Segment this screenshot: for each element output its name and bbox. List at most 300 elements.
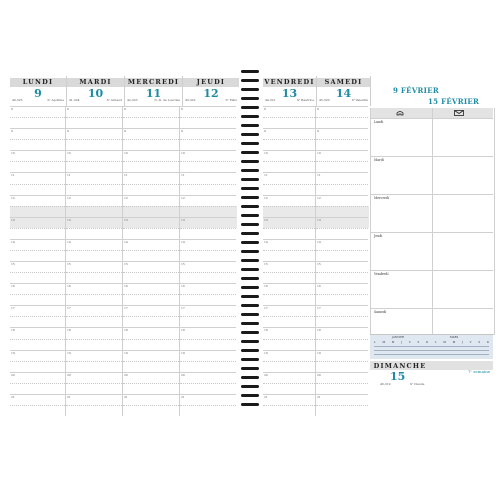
week-box-day-label: Vendredi	[374, 272, 389, 276]
spiral-ring	[241, 142, 259, 145]
hour-rule	[263, 228, 315, 229]
hour-rule	[10, 372, 65, 373]
spiral-ring	[241, 169, 259, 172]
hour-rule	[66, 394, 122, 395]
hour-label: 18	[181, 328, 185, 333]
hour-rule	[123, 383, 179, 384]
hour-label: 8	[124, 107, 126, 111]
hour-rule	[10, 239, 65, 240]
hour-label: 14	[264, 239, 268, 244]
hour-rule	[10, 217, 65, 218]
hour-label: 11	[11, 173, 15, 178]
hour-label: 19	[264, 350, 268, 355]
hour-rule	[316, 117, 368, 118]
hour-rule	[316, 283, 368, 284]
hour-rule	[10, 128, 65, 129]
hour-rule	[66, 283, 122, 284]
hour-rule	[180, 161, 236, 162]
hour-label: 18	[67, 328, 71, 333]
day-column[interactable]	[10, 106, 66, 416]
mini-cal-weekday: L	[434, 341, 437, 344]
hour-rule	[180, 128, 236, 129]
hour-label: 16	[264, 284, 268, 289]
hour-label: 19	[181, 350, 185, 355]
spiral-ring	[241, 331, 259, 334]
hour-rule	[180, 327, 236, 328]
week-number: 7ᵉ semaine	[468, 369, 491, 374]
hour-label: 16	[67, 284, 71, 289]
hour-rule	[123, 339, 179, 340]
saint-name: Sᵉ Apolline	[47, 98, 64, 102]
hour-label: 15	[11, 262, 15, 266]
hour-rule	[263, 217, 315, 218]
day-column[interactable]	[263, 106, 316, 416]
sunday-name: DIMANCHE	[373, 362, 427, 370]
spiral-ring	[241, 151, 259, 154]
hour-rule	[10, 339, 65, 340]
spiral-ring	[241, 205, 259, 208]
hour-rule	[66, 172, 122, 173]
hour-label: 21	[124, 394, 128, 399]
hour-rule	[316, 272, 368, 273]
spiral-ring	[241, 394, 259, 397]
hour-rule	[10, 305, 65, 306]
hour-rule	[263, 195, 315, 196]
hour-rule	[66, 405, 122, 406]
hour-rule	[180, 294, 236, 295]
day-number: 12	[203, 87, 219, 100]
hour-rule	[10, 184, 65, 185]
hour-label: 20	[67, 372, 71, 377]
day-header-friday	[263, 76, 317, 106]
spiral-ring	[241, 286, 259, 289]
day-header-wednesday	[125, 76, 183, 106]
spiral-ring	[241, 304, 259, 307]
day-header-monday	[10, 76, 67, 106]
hour-label: 18	[124, 328, 128, 333]
week-box-row	[370, 270, 493, 271]
hour-rule	[66, 128, 122, 129]
hour-label: 15	[317, 262, 321, 266]
hour-rule	[66, 250, 122, 251]
hour-rule	[123, 184, 179, 185]
hour-rule	[10, 250, 65, 251]
hour-rule	[123, 327, 179, 328]
day-name: MARDI	[79, 78, 112, 86]
mini-cal-weekday: M	[443, 341, 446, 344]
hour-label: 20	[124, 372, 128, 377]
hour-rule	[263, 316, 315, 317]
hour-rule	[263, 184, 315, 185]
hour-rule	[66, 217, 122, 218]
hour-rule	[316, 106, 368, 107]
hour-label: 9	[181, 129, 183, 134]
hour-label: 17	[264, 306, 268, 311]
hour-label: 11	[181, 173, 185, 178]
spiral-ring	[241, 250, 259, 253]
hour-rule	[180, 228, 236, 229]
hour-rule	[180, 372, 236, 373]
hour-rule	[180, 217, 236, 218]
hour-rule	[123, 172, 179, 173]
hour-rule	[316, 128, 368, 129]
mini-cal-rule	[374, 350, 489, 351]
hour-label: 8	[67, 107, 69, 111]
hour-rule	[316, 316, 368, 317]
mini-cal-weekday: V	[469, 341, 472, 344]
hour-rule	[263, 172, 315, 173]
hour-label: 19	[67, 350, 71, 355]
day-column[interactable]	[316, 106, 368, 416]
spiral-ring	[241, 214, 259, 217]
hour-label: 17	[67, 306, 71, 311]
spiral-ring	[241, 295, 259, 298]
hour-rule	[263, 283, 315, 284]
hour-label: 10	[67, 151, 71, 156]
hour-label: 12	[264, 195, 268, 200]
spiral-ring	[241, 367, 259, 370]
hour-rule	[10, 117, 65, 118]
hour-rule	[180, 250, 236, 251]
hour-rule	[66, 339, 122, 340]
hour-rule	[263, 261, 315, 262]
spiral-ring	[241, 187, 259, 190]
hour-rule	[263, 383, 315, 384]
hour-label: 10	[264, 151, 268, 156]
hour-label: 13	[317, 217, 321, 222]
hour-rule	[316, 195, 368, 196]
week-box-row	[370, 118, 493, 119]
saint-name: N.-D. de Lourdes	[154, 98, 180, 102]
hour-label: 16	[181, 284, 185, 289]
hour-rule	[66, 206, 122, 207]
mini-cal-weekdays	[374, 341, 489, 344]
hour-rule	[10, 228, 65, 229]
day-column[interactable]	[66, 106, 123, 416]
hour-label: 20	[181, 372, 185, 377]
hour-rule	[66, 195, 122, 196]
mini-cal-rule	[374, 346, 489, 347]
day-count: 44-321	[265, 98, 276, 102]
hour-rule	[316, 161, 368, 162]
hour-rule	[10, 150, 65, 151]
hour-rule	[123, 361, 179, 362]
spiral-ring	[241, 322, 259, 325]
hour-label: 16	[11, 284, 15, 289]
spiral-ring	[241, 115, 259, 118]
hour-rule	[263, 372, 315, 373]
hour-label: 13	[67, 217, 71, 222]
day-name: JEUDI	[196, 78, 226, 86]
hour-label: 18	[317, 328, 321, 333]
hour-rule	[123, 228, 179, 229]
hour-rule	[66, 106, 122, 107]
day-header-thursday	[183, 76, 239, 106]
day-number: 13	[281, 87, 298, 100]
hour-rule	[123, 150, 179, 151]
hour-rule	[10, 161, 65, 162]
mini-cal-weekday: S	[417, 341, 420, 344]
hour-rule	[263, 239, 315, 240]
mini-cal-weekday: J	[461, 341, 463, 344]
hour-rule	[316, 327, 368, 328]
hour-rule	[180, 339, 236, 340]
spiral-ring	[241, 178, 259, 181]
hour-label: 17	[317, 306, 321, 311]
hour-label: 10	[317, 151, 321, 156]
week-start-title: 9 FÉVRIER	[393, 86, 439, 95]
hour-rule	[316, 405, 368, 406]
hour-label: 13	[124, 217, 128, 222]
hour-label: 17	[124, 306, 128, 311]
hour-rule	[180, 350, 236, 351]
hour-rule	[66, 383, 122, 384]
mini-cal-month-1: JANVIER	[392, 336, 404, 339]
mini-cal-weekday: V	[408, 341, 411, 344]
mini-cal-weekday: M	[391, 341, 395, 344]
hour-rule	[66, 239, 122, 240]
hour-rule	[263, 128, 315, 129]
saint-name: Sᵗ Valentin	[351, 98, 368, 102]
hour-label: 14	[11, 239, 15, 244]
hour-rule	[66, 117, 122, 118]
hour-rule	[263, 339, 315, 340]
hour-rule	[123, 217, 179, 218]
hour-rule	[316, 339, 368, 340]
hour-rule	[66, 305, 122, 306]
hour-rule	[180, 305, 236, 306]
hour-label: 21	[264, 394, 268, 399]
hour-rule	[263, 350, 315, 351]
spiral-ring	[241, 160, 259, 163]
hour-label: 15	[264, 262, 268, 266]
hour-rule	[123, 117, 179, 118]
sunday-number: 15	[390, 370, 406, 383]
hour-rule	[10, 139, 65, 140]
hour-rule	[316, 217, 368, 218]
hour-rule	[10, 283, 65, 284]
hour-label: 19	[124, 350, 128, 355]
week-box-day-label: Samedi	[374, 310, 387, 314]
right-day-headers	[263, 76, 371, 106]
hour-label: 9	[317, 129, 319, 134]
hour-label: 13	[11, 217, 15, 222]
hour-rule	[263, 394, 315, 395]
hour-rule	[263, 305, 315, 306]
spiral-ring	[241, 241, 259, 244]
hour-label: 9	[11, 129, 13, 134]
hour-label: 11	[317, 173, 321, 178]
hour-rule	[123, 350, 179, 351]
mini-cal-weekday: L	[374, 341, 376, 344]
spiral-ring	[241, 88, 259, 91]
right-hour-grid[interactable]	[263, 106, 369, 416]
hour-label: 9	[67, 129, 69, 134]
hour-label: 21	[11, 394, 15, 399]
hour-rule	[316, 350, 368, 351]
sunday-day-count: 46-319	[380, 382, 391, 386]
hour-rule	[123, 305, 179, 306]
hour-rule	[66, 161, 122, 162]
hour-label: 8	[264, 107, 266, 111]
left-page	[10, 76, 237, 416]
hour-rule	[123, 161, 179, 162]
day-number: 10	[87, 87, 104, 100]
hour-rule	[180, 405, 236, 406]
hour-label: 15	[67, 262, 71, 266]
week-box-row	[370, 308, 493, 309]
spiral-ring	[241, 376, 259, 379]
hour-rule	[180, 283, 236, 284]
week-box-day-label: Lundi	[374, 120, 384, 124]
hour-rule	[316, 361, 368, 362]
hour-label: 8	[181, 107, 183, 111]
hour-rule	[316, 250, 368, 251]
hour-rule	[10, 327, 65, 328]
hour-rule	[316, 206, 368, 207]
week-box-day-label: Jeudi	[374, 234, 383, 238]
hour-rule	[263, 361, 315, 362]
hour-rule	[123, 206, 179, 207]
hour-rule	[316, 383, 368, 384]
mini-cal-weekday: D	[486, 341, 489, 344]
hour-label: 12	[67, 195, 71, 200]
hour-rule	[180, 172, 236, 173]
hour-rule	[123, 372, 179, 373]
hour-rule	[180, 383, 236, 384]
spiral-binding	[237, 70, 263, 415]
hour-rule	[180, 184, 236, 185]
hour-rule	[316, 184, 368, 185]
spiral-ring	[241, 268, 259, 271]
hour-rule	[180, 139, 236, 140]
hour-rule	[10, 394, 65, 395]
hour-label: 14	[181, 239, 185, 244]
hour-rule	[66, 350, 122, 351]
hour-rule	[10, 383, 65, 384]
hour-rule	[10, 350, 65, 351]
hour-rule	[123, 195, 179, 196]
hour-rule	[10, 272, 65, 273]
hour-rule	[263, 206, 315, 207]
hour-rule	[180, 106, 236, 107]
saint-name: Sᵉ Félix	[225, 98, 237, 102]
hour-rule	[66, 184, 122, 185]
hour-rule	[123, 316, 179, 317]
hour-rule	[180, 261, 236, 262]
hour-rule	[10, 316, 65, 317]
hour-rule	[10, 294, 65, 295]
mini-cal-weekday: M	[382, 341, 386, 344]
hour-label: 19	[11, 350, 15, 355]
hour-rule	[263, 294, 315, 295]
week-box-row	[370, 156, 493, 157]
hour-rule	[263, 327, 315, 328]
hour-label: 16	[317, 284, 321, 289]
hour-label: 13	[264, 217, 268, 222]
hour-rule	[66, 361, 122, 362]
sunday-saint-name: Sᵗ Claude	[410, 382, 425, 386]
hour-rule	[263, 139, 315, 140]
hour-rule	[316, 372, 368, 373]
hour-rule	[66, 372, 122, 373]
day-number: 11	[145, 87, 162, 100]
week-box-row	[370, 232, 493, 233]
day-count: 43-322	[185, 98, 196, 102]
left-hour-grid[interactable]	[10, 106, 237, 416]
hour-rule	[180, 117, 236, 118]
hour-rule	[263, 272, 315, 273]
day-name: SAMEDI	[324, 78, 363, 86]
hour-rule	[66, 294, 122, 295]
hour-rule	[123, 394, 179, 395]
hour-label: 21	[181, 394, 185, 399]
hour-rule	[66, 139, 122, 140]
hour-label: 12	[181, 195, 185, 200]
mini-cal-weekday: J	[401, 341, 403, 344]
spiral-ring	[241, 70, 259, 73]
hour-rule	[66, 316, 122, 317]
hour-label: 9	[124, 129, 126, 134]
hour-label: 17	[11, 306, 15, 311]
day-header-tuesday	[67, 76, 125, 106]
day-column[interactable]	[180, 106, 236, 416]
mini-cal-weekday: S	[478, 341, 481, 344]
phone-icon	[396, 110, 404, 116]
hour-label: 13	[181, 217, 185, 222]
day-count: 40-325	[12, 98, 23, 102]
hour-rule	[180, 361, 236, 362]
day-number: 14	[335, 87, 352, 100]
hour-rule	[316, 261, 368, 262]
hour-rule	[66, 150, 122, 151]
hour-rule	[316, 294, 368, 295]
week-box-divider	[432, 108, 433, 334]
hour-rule	[316, 394, 368, 395]
hour-rule	[263, 117, 315, 118]
hour-rule	[66, 261, 122, 262]
day-name: VENDREDI	[264, 78, 315, 86]
page-corner-curl-right	[480, 406, 500, 440]
hour-label: 11	[67, 173, 71, 178]
hour-rule	[123, 294, 179, 295]
week-box-row	[370, 194, 493, 195]
spiral-ring	[241, 403, 259, 406]
hour-label: 15	[124, 262, 128, 266]
spiral-ring	[241, 124, 259, 127]
hour-rule	[316, 172, 368, 173]
hour-rule	[123, 128, 179, 129]
spiral-ring	[241, 133, 259, 136]
hour-label: 20	[264, 372, 268, 377]
hour-rule	[263, 150, 315, 151]
hour-label: 12	[124, 195, 128, 200]
day-column[interactable]	[123, 106, 180, 416]
hour-label: 17	[181, 306, 185, 311]
day-count: 45-320	[319, 98, 330, 102]
hour-label: 20	[11, 372, 15, 377]
hour-rule	[316, 228, 368, 229]
hour-label: 15	[181, 262, 185, 266]
hour-rule	[180, 150, 236, 151]
hour-rule	[180, 206, 236, 207]
spiral-ring	[241, 358, 259, 361]
hour-label: 20	[317, 372, 321, 377]
hour-label: 14	[317, 239, 321, 244]
day-header-saturday	[317, 76, 371, 106]
spiral-ring	[241, 97, 259, 100]
hour-rule	[316, 150, 368, 151]
